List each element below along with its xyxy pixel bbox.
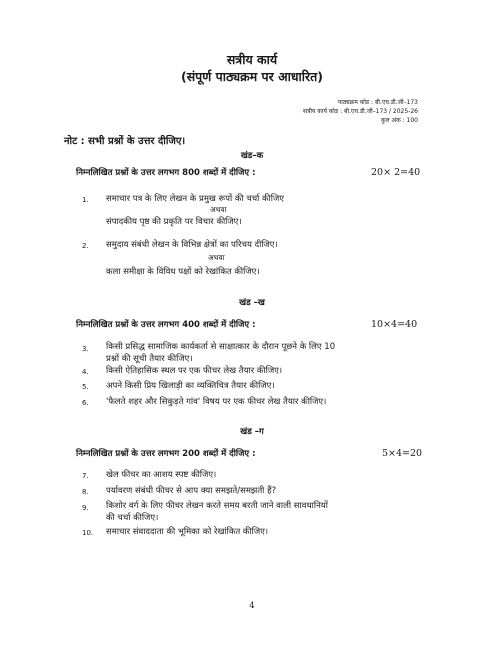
question-number: 2. [82,242,89,250]
or-separator: अथवा [208,253,225,262]
question-text: किशोर वर्ग के लिए फीचर लेखन करते समय बरती जाने वाली सावधानियों [106,501,328,511]
section-a-marks: 20× 2=40 [371,167,421,178]
question-number: 10. [82,529,94,537]
section-b-instruction: निम्नलिखित प्रश्नों के उत्तर लगभग 400 शब्दों में दीजिए : [76,320,256,330]
question-text: खेल फीचर का आशय स्पष्ट कीजिए। [106,470,217,480]
page-subtitle: (संपूर्ण पाठ्यक्रम पर आधारित) [181,69,323,84]
or-separator: अथवा [210,205,227,214]
question-number: 1. [82,196,89,204]
question-text-cont: की चर्चा कीजिए। [106,513,159,523]
question-text: किसी प्रसिद्ध सामाजिक कार्यकर्ता से साक्षात्कार के दौरान पूछने के लिए 10 [106,342,336,352]
course-code: पाठ्यक्रम कोड : बी.एच.डी.जी–173 [337,99,418,106]
instructions-note: नोट : सभी प्रश्नों के उत्तर दीजिए। [64,136,186,147]
question-number: 8. [82,488,89,496]
question-text: किसी ऐतिहासिक स्थल पर एक फीचर लेख तैयार कीजिए। [106,366,283,376]
page-title: सत्रीय कार्य [226,52,278,67]
question-text: समाचार पत्र के लिए लेखन के प्रमुख रूपों की चर्चा कीजिए [106,194,284,204]
question-number: 5. [82,383,89,391]
section-b-heading: खंड –ख [239,298,265,308]
section-c-heading: खंड –ग [240,427,264,437]
total-marks: कुल अंक : 100 [380,117,418,124]
question-number: 7. [82,472,89,480]
question-text-cont: प्रश्नों की सूची तैयार कीजिए। [106,354,193,364]
question-alt-text: संपादकीय पृष्ठ की प्रकृति पर विचार कीजिए। [106,217,242,227]
section-c-instruction: निम्नलिखित प्रश्नों के उत्तर लगभग 200 शब्दों में दीजिए : [76,449,256,459]
question-number: 6. [82,399,89,407]
question-number: 4. [82,368,89,376]
section-c-marks: 5×4=20 [382,448,423,459]
assignment-code: सत्रीय कार्य कोड : बी.एच.डी.जी–173 / 2025-26 [302,108,418,115]
question-text: 'फैलते शहर और सिकुड़ते गांव' विषय पर एक फीचर लेख तैयार कीजिए। [106,397,327,407]
section-b-marks: 10×4=40 [371,319,418,330]
question-number: 3. [82,345,89,353]
question-text: अपने किसी प्रिय खिलाड़ी का व्यक्तिचित्र तैयार कीजिए। [106,381,275,391]
question-text: पर्यावरण संबंधी फीचर से आप क्या समझते/समझती हैं? [106,486,277,496]
page-number: 4 [249,601,255,611]
question-text: समाचार संवाददाता की भूमिका को रेखांकित कीजिए। [106,527,269,537]
question-number: 9. [82,504,89,512]
section-a-instruction: निम्नलिखित प्रश्नों के उत्तर लगभग 800 शब्दों में दीजिए : [76,168,256,178]
section-a-heading: खंड–क [240,151,264,161]
question-text: समुदाय संबंधी लेखन के विभिन्न क्षेत्रों का परिचय दीजिए। [106,240,278,250]
question-alt-text: कला समीक्षा के विविध पक्षों को रेखांकित कीजिए। [106,267,260,277]
